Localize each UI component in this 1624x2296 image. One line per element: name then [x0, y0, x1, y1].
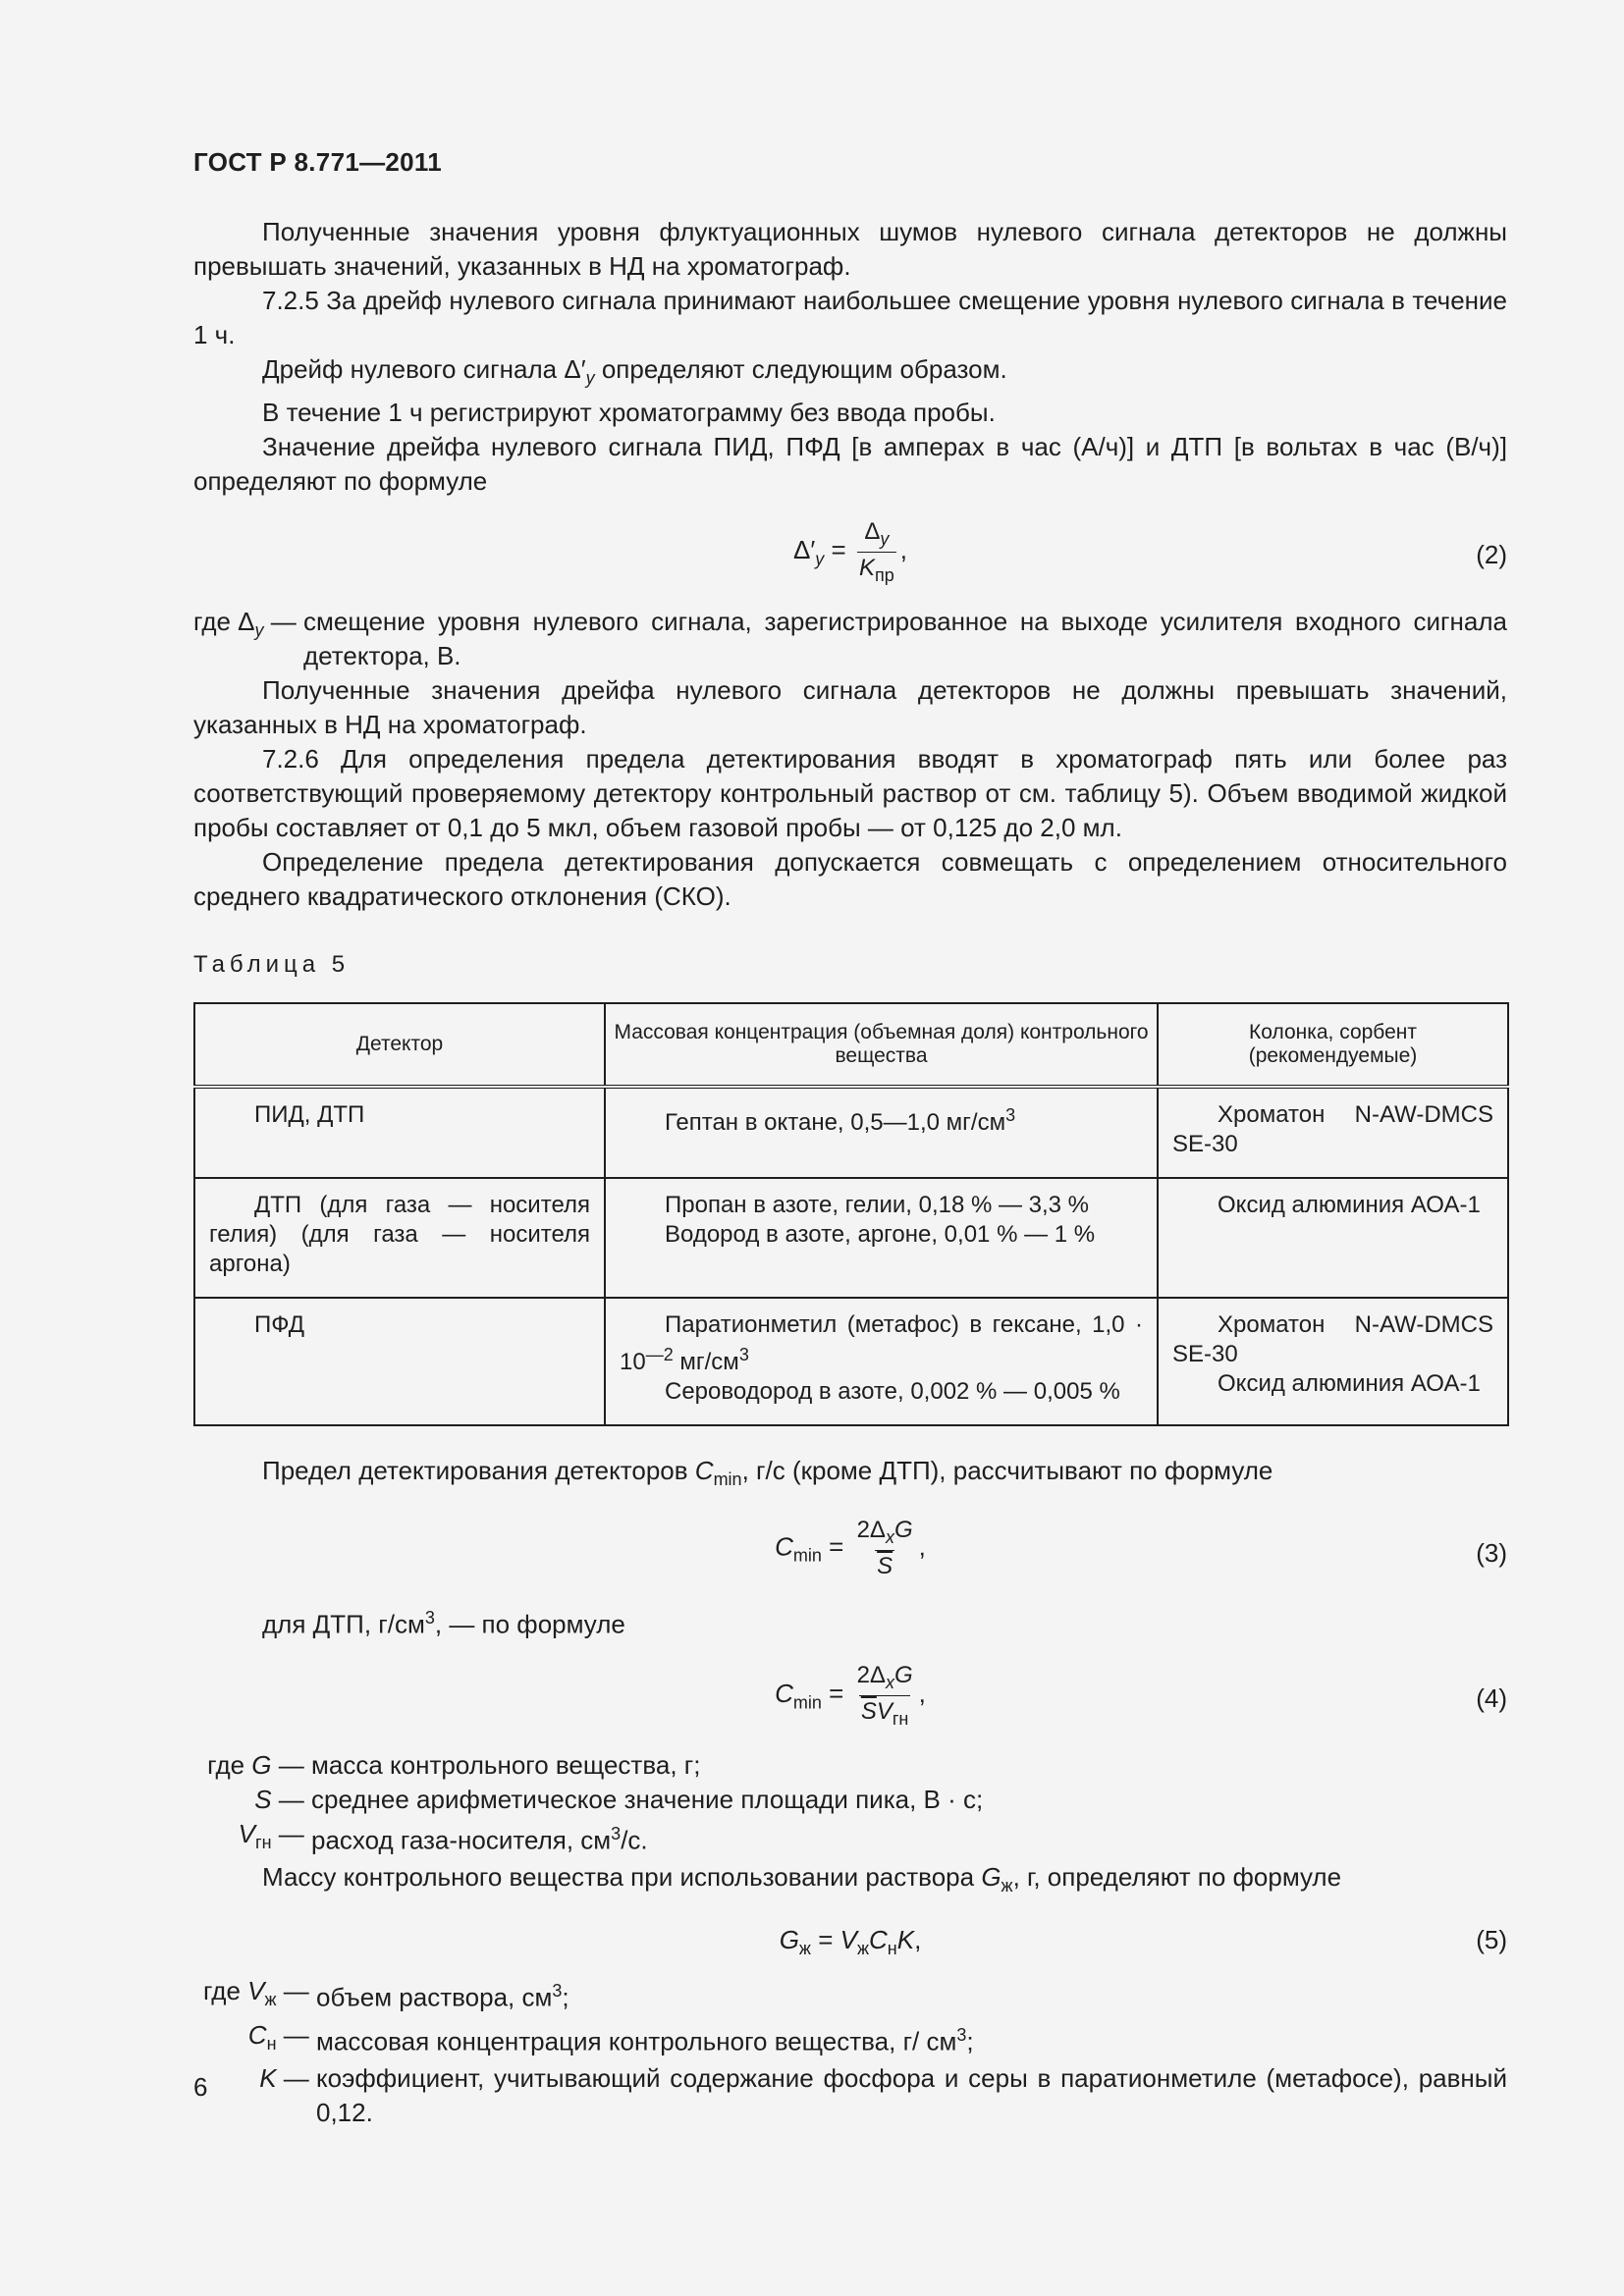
- table-row: [194, 1087, 1508, 1178]
- table-cell-detector: ДТП (для газа — носителя гелия) (для газа — носителя аргона): [194, 1178, 605, 1298]
- where-K: K — коэффициент, учитывающий содержание фосфора и серы в паратионметиле (метафосе), равный 0,12.: [259, 2062, 1507, 2127]
- where-block-eq4: [193, 1748, 1507, 1860]
- where-Vgn: $V_{гн}$ — расход газа-носителя, $см^3/с$.: [238, 1819, 648, 1855]
- table-cell-concentration: Гептан в октане, 0,5—1,0 $мг/см^3$: [605, 1087, 1158, 1178]
- table-row: [194, 1298, 1508, 1425]
- paragraph-mass-intro: Массу контрольного вещества при использовании раствора $G_ж$, г, определяют по формуле: [262, 1862, 1342, 1896]
- where-Cn: $C_н$ — массовая концентрация контрольного вещества, г/ $см^3$;: [247, 2019, 974, 2056]
- document-header: ГОСТ Р 8.771—2011: [193, 147, 442, 177]
- table-cell-detector: ПФД: [194, 1298, 605, 1425]
- page-number: 6: [193, 2072, 208, 2102]
- where-block-eq5: [193, 1974, 1507, 2129]
- table-cell-column: Хроматон N-AW-DMCS SE-30 Оксид алюминия АОА-1: [1158, 1298, 1508, 1425]
- paragraph-record: В течение 1 ч регистрируют хроматограмму без ввода пробы.: [262, 398, 996, 428]
- equation-number-4: (4): [1476, 1683, 1507, 1714]
- table-caption: Таблица 5: [193, 951, 351, 979]
- paragraph-7-2-6: 7.2.6 Для определения предела детектирования вводят в хроматограф пять или более раз соответствующий проверяемому детектору контрольный раствор от см. таблицу 5). Объем вводимой жидкой пробы составляет от 0,1 до 5 мкл, объем газовой пробы — от 0,125 до 2,0 мл.: [193, 744, 1507, 843]
- table-row: [194, 1178, 1508, 1298]
- paragraph-drift-definition: Дрейф нулевого сигнала $\Delta'_y$ определяют следующим образом.: [262, 354, 1007, 389]
- paragraph-noise-result: Полученные значения уровня флуктуационных шумов нулевого сигнала детекторов не должны превышать значений, указанных в НД на хроматограф.: [193, 217, 1507, 281]
- equation-2: $\Delta'_y$ = $\Delta_y$ $K_{пр}$ , (2): [793, 518, 1507, 585]
- equation-number-3: (3): [1476, 1538, 1507, 1569]
- equation-4: $C_{min}$ = $2\Delta_xG$ $\overline{S}V_{гн}$ , (4): [775, 1662, 1507, 1729]
- paragraph-7-2-5: 7.2.5 За дрейф нулевого сигнала принимают наибольшее смещение уровня нулевого сигнала в течение 1 ч.: [193, 286, 1507, 349]
- where-delta-y: где $\Delta_y$ — смещение уровня нулевого сигнала, зарегистрированное на выходе усилителя входного сигнала детектора, В.: [193, 607, 1507, 671]
- table-header-detector: Детектор: [194, 1003, 605, 1087]
- equation-number-2: (2): [1476, 540, 1507, 570]
- where-S: S — среднее арифметическое значение площади пика, В · с;: [254, 1785, 984, 1815]
- table-cell-concentration: Паратионметил (метафос) в гексане, $1,0 \cdot 10^{—2}$ $мг/см^3$ Сероводород в азоте, 0,002 % — 0,005 %: [605, 1298, 1158, 1425]
- equation-3: $C_{min}$ = $2\Delta_xG$ $\overline{S}$ , (3): [775, 1517, 1507, 1580]
- table-header-column: Колонка, сорбент (рекомендуемые): [1158, 1003, 1508, 1087]
- where-Vzh: где $V_ж$ — объем раствора, $см^3$;: [202, 1976, 569, 2013]
- paragraph-drift-result: Полученные значения дрейфа нулевого сигнала детекторов не должны превышать значений, указанных в НД на хроматограф.: [193, 675, 1507, 740]
- equation-number-5: (5): [1476, 1925, 1507, 1955]
- document-page: [193, 147, 1507, 2130]
- table-cell-column: Оксид алюминия АОА-1: [1158, 1178, 1508, 1298]
- where-G: где G — масса контрольного вещества, г;: [207, 1750, 701, 1781]
- paragraph-cmin-intro: Предел детектирования детекторов $C_{min}$, г/с (кроме ДТП), рассчитывают по формуле: [262, 1456, 1273, 1490]
- paragraph-drift-formula-intro: Значение дрейфа нулевого сигнала ПИД, ПФД [в амперах в час (А/ч)] и ДТП [в вольтах в час (В/ч)] определяют по формуле: [193, 432, 1507, 497]
- table-cell-column: Хроматон N-AW-DMCS SE-30: [1158, 1087, 1508, 1178]
- paragraph-sko: Определение предела детектирования допускается совмещать с определением относительного среднего квадратического отклонения (СКО).: [193, 847, 1507, 912]
- table-cell-detector: ПИД, ДТП: [194, 1087, 605, 1178]
- table-cell-concentration: Пропан в азоте, гелии, 0,18 % — 3,3 % Водород в азоте, аргоне, 0,01 % — 1 %: [605, 1178, 1158, 1298]
- table-5: [193, 1002, 1509, 1426]
- paragraph-dtp-intro: для ДТП, $г/см^3$, — по формуле: [262, 1608, 625, 1640]
- equation-5: $G_ж = V_жC_нK$, (5): [779, 1925, 1507, 1959]
- table-header-concentration: Массовая концентрация (объемная доля) контрольного вещества: [605, 1003, 1158, 1087]
